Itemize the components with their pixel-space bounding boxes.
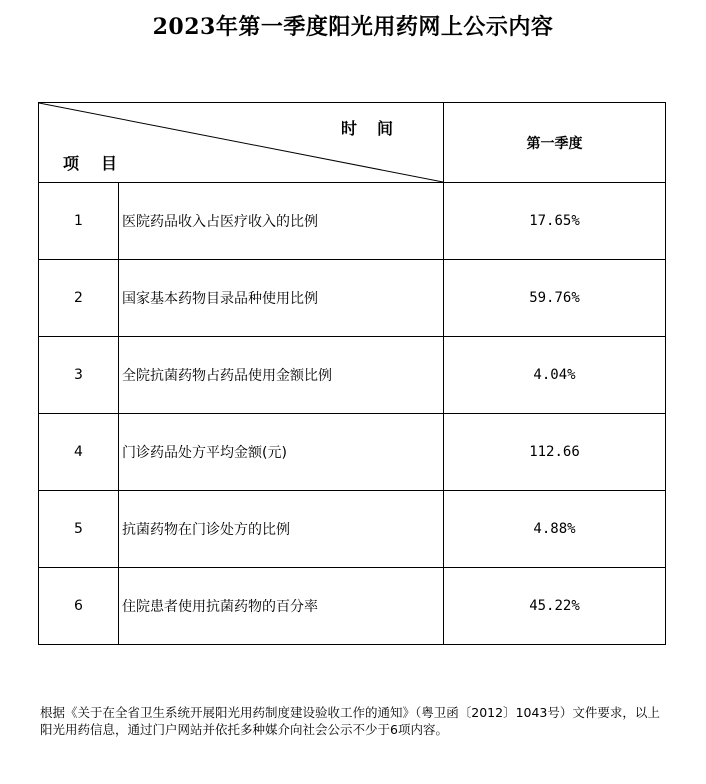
row-label: 住院患者使用抗菌药物的百分率 [119, 568, 444, 645]
row-number: 4 [39, 414, 119, 491]
row-number: 5 [39, 491, 119, 568]
time-header-label: 时间 [340, 119, 413, 138]
diagonal-header-cell [39, 103, 444, 183]
row-value: 4.88% [444, 491, 666, 568]
period-header: 第一季度 [444, 103, 666, 183]
table-row [39, 414, 666, 491]
table-header-row [39, 103, 666, 183]
row-label: 全院抗菌药物占药品使用金额比例 [119, 337, 444, 414]
row-number: 1 [39, 183, 119, 260]
row-number: 2 [39, 260, 119, 337]
table-row [39, 260, 666, 337]
table-row [39, 568, 666, 645]
table-row [39, 337, 666, 414]
row-value: 4.04% [444, 337, 666, 414]
row-number: 6 [39, 568, 119, 645]
disclosure-table [38, 102, 666, 645]
table-row [39, 183, 666, 260]
row-value: 59.76% [444, 260, 666, 337]
item-header-label: 项目 [63, 154, 140, 173]
row-value: 45.22% [444, 568, 666, 645]
table-row [39, 491, 666, 568]
row-number: 3 [39, 337, 119, 414]
row-label: 医院药品收入占医疗收入的比例 [119, 183, 444, 260]
document-title: 2023年第一季度阳光用药网上公示内容 [152, 14, 554, 40]
row-label: 门诊药品处方平均金额(元) [119, 414, 444, 491]
row-label: 国家基本药物目录品种使用比例 [119, 260, 444, 337]
footnote-text: 根据《关于在全省卫生系统开展阳光用药制度建设验收工作的通知》（粤卫函〔2012〕1043号）文件要求，以上阳光用药信息，通过门户网站并依托多种媒介向社会公示不少于6项内容。 [40, 705, 660, 737]
row-value: 112.66 [444, 414, 666, 491]
row-value: 17.65% [444, 183, 666, 260]
row-label: 抗菌药物在门诊处方的比例 [119, 491, 444, 568]
